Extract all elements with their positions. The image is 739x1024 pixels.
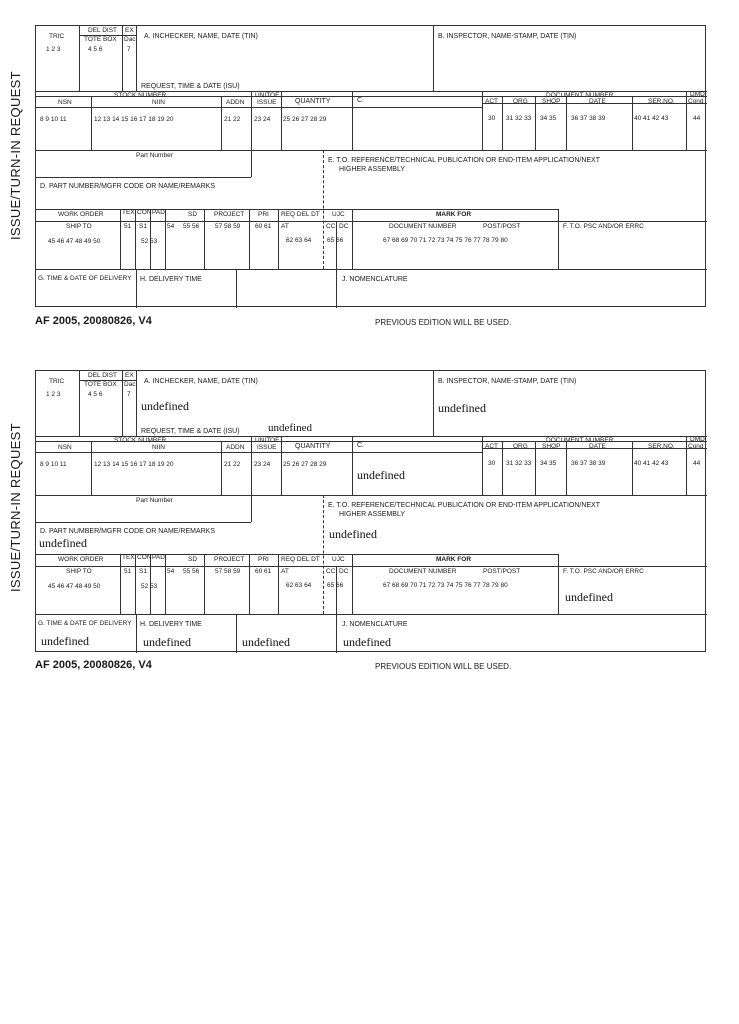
act-col: 30 <box>488 115 496 122</box>
nsn-label: NSN <box>58 99 72 106</box>
shop-label: SHOP <box>542 98 561 105</box>
nsn-label: NSN <box>58 444 72 451</box>
addn-cols: 21 22 <box>224 116 241 123</box>
ujc-label: UJC <box>332 556 345 563</box>
work-order-label: WORK ORDER <box>58 211 104 218</box>
at-label: AT <box>281 223 289 230</box>
shop-cols: 34 35 <box>540 460 557 467</box>
b-inspector-label: B. INSPECTOR, NAME-STAMP, DATE (TIN) <box>438 33 577 40</box>
ser-no-label: SER.NO. <box>648 443 675 450</box>
con-nums: 52 53 <box>141 238 158 245</box>
quantity-label: QUANTITY <box>295 98 331 105</box>
edition-note: PREVIOUS EDITION WILL BE USED. <box>375 318 512 327</box>
tex-col: 51 <box>124 223 132 230</box>
del-cols: 4 5 6 <box>88 46 103 53</box>
edition-note-2: PREVIOUS EDITION WILL BE USED. <box>375 662 512 671</box>
c-label: C. <box>357 442 364 449</box>
niin-cols: 12 13 14 15 16 17 18 19 20 <box>94 461 174 468</box>
part-number-label: Part Number <box>136 152 173 159</box>
ship-to-label: SHIP TO <box>66 568 92 575</box>
ujc-cols: 65 66 <box>327 237 344 244</box>
j-nomenclature-field[interactable]: undefined <box>343 635 391 649</box>
con-nums: 52 53 <box>141 583 158 590</box>
b-inspector-field[interactable]: undefined <box>438 401 486 415</box>
issue-label: ISSUE <box>257 99 277 106</box>
e-to-ref-label: E. T.O. REFERENCE/TECHNICAL PUBLICATION OR END-ITEM APPLICATION/NEXT <box>328 502 601 509</box>
ujc-cols: 65 66 <box>327 582 344 589</box>
niin-cols: 12 13 14 15 16 17 18 19 20 <box>94 116 174 123</box>
unit-of-label: UNITOF <box>255 92 280 99</box>
reqdel-cols: 62 63 64 <box>286 582 312 589</box>
mark-for-label: MARK FOR <box>436 211 472 218</box>
sd-label: SD <box>188 211 198 218</box>
higher-assembly-label: HIGHER ASSEMBLY <box>339 166 406 173</box>
ex-col: 7 <box>127 391 131 398</box>
dc-label: DC <box>339 568 349 575</box>
qty-cols: 25 26 27 28 29 <box>283 461 327 468</box>
form-id: AF 2005, 20080826, V4 <box>35 315 152 327</box>
act-col: 30 <box>488 460 496 467</box>
sd-cols: 55 56 <box>183 223 200 230</box>
ship-to-label: SHIP TO <box>66 223 92 230</box>
tote-box-label: TOTE BOX <box>84 36 117 43</box>
a-inchecker-label: A. INCHECKER, NAME, DATE (TIN) <box>144 378 258 385</box>
pri-label: PRI <box>258 211 269 218</box>
ser-cols: 40 41 42 43 <box>634 115 669 122</box>
form-side-title-2: ISSUE/TURN-IN REQUEST <box>8 423 23 592</box>
h-delivery-label: H. DELIVERY TIME <box>140 276 202 283</box>
tric-label: TRIC <box>49 33 65 40</box>
mark-for-label: MARK FOR <box>436 556 472 563</box>
org-label: ORG <box>513 98 528 105</box>
higher-assembly-label: HIGHER ASSEMBLY <box>339 511 406 518</box>
issue-turn-in-form-filled <box>35 370 706 652</box>
org-cols: 31 32 33 <box>506 115 532 122</box>
quantity-label: QUANTITY <box>295 443 331 450</box>
h-delivery-field-2[interactable]: undefined <box>242 635 290 649</box>
shop-label: SHOP <box>542 443 561 450</box>
cc-label: CC <box>326 223 336 230</box>
addn-cols: 21 22 <box>224 461 241 468</box>
con-col: S1 <box>139 223 147 230</box>
pri-label: PRI <box>258 556 269 563</box>
tex-label: TEX <box>122 209 135 216</box>
project-cols: 57 58 59 <box>215 223 241 230</box>
ship-cols: 45 46 47 48 49 50 <box>48 238 101 245</box>
doc-cols: 67 68 69 70 71 72 73 74 75 76 77 78 79 80 <box>383 237 508 244</box>
nsn-cols: 8 9 10 11 <box>40 116 67 123</box>
date-cols: 36 37 38 39 <box>571 460 606 467</box>
ujc-label: UJC <box>332 211 345 218</box>
date-label: DATE <box>589 443 606 450</box>
unit-of-label: UNITOF <box>255 437 280 444</box>
dac-label: Dac <box>124 36 136 43</box>
issue-label: ISSUE <box>257 444 277 451</box>
del-dist-label: DEL DIST <box>88 372 118 379</box>
date-cols: 36 37 38 39 <box>571 115 606 122</box>
unit-cols: 23 24 <box>254 461 271 468</box>
project-cols: 57 58 59 <box>215 568 241 575</box>
e-reference-field[interactable]: undefined <box>329 527 377 541</box>
g-time-field[interactable]: undefined <box>41 634 89 648</box>
cc-label: CC <box>326 568 336 575</box>
d-part-number-label: D. PART NUMBER/MGFR CODE OR NAME/REMARKS <box>40 183 216 190</box>
addn-label: ADDN <box>226 444 245 451</box>
part-number-label: Part Number <box>136 497 173 504</box>
reqdel-cols: 62 63 64 <box>286 237 312 244</box>
h-delivery-field[interactable]: undefined <box>143 635 191 649</box>
sd-cols: 55 56 <box>183 568 200 575</box>
dmd-label: DMD <box>690 436 705 443</box>
dc-label: DC <box>339 223 349 230</box>
j-nomenclature-label: J. NOMENCLATURE <box>342 276 408 283</box>
project-label: PROJECT <box>214 556 245 563</box>
date-label: DATE <box>589 98 606 105</box>
c-field[interactable]: undefined <box>357 468 405 482</box>
c-label: C. <box>357 97 364 104</box>
req-del-dt-label: REQ DEL DT <box>281 556 320 563</box>
act-label: ACT <box>485 98 498 105</box>
work-order-label: WORK ORDER <box>58 556 104 563</box>
niin-label: NIIN <box>152 99 165 106</box>
stock-number-label: STOCK NUMBER <box>114 92 167 99</box>
request-time-label: REQUEST, TIME & DATE (ISU) <box>141 83 240 90</box>
doc-number-label: DOCUMENT NUMBER <box>389 223 457 230</box>
niin-label: NIIN <box>152 444 165 451</box>
cond-col: 44 <box>693 460 701 467</box>
dmd-label: DMD <box>690 91 705 98</box>
tric-label: TRIC <box>49 378 65 385</box>
request-time-label: REQUEST, TIME & DATE (ISU) <box>141 428 240 435</box>
org-label: ORG <box>513 443 528 450</box>
f-to-psc-label: F. T.O. PSC AND/OR ERRC <box>563 568 644 575</box>
act-label: ACT <box>485 443 498 450</box>
request-time-field[interactable]: undefined <box>268 422 312 434</box>
nsn-cols: 8 9 10 11 <box>40 461 67 468</box>
form-side-title: ISSUE/TURN-IN REQUEST <box>8 71 23 240</box>
h-delivery-label: H. DELIVERY TIME <box>140 621 202 628</box>
ex-label: EX <box>125 372 134 379</box>
form-id-2: AF 2005, 20080826, V4 <box>35 659 152 671</box>
addn-label: ADDN <box>226 99 245 106</box>
d-part-number-field[interactable]: undefined <box>39 536 87 550</box>
a-inchecker-label: A. INCHECKER, NAME, DATE (TIN) <box>144 33 258 40</box>
shop-cols: 34 35 <box>540 115 557 122</box>
pad-col: 54 <box>167 568 175 575</box>
con-label: CON <box>137 554 152 561</box>
at-label: AT <box>281 568 289 575</box>
cond-label: Cond <box>688 98 704 105</box>
tex-label: TEX <box>122 554 135 561</box>
tex-col: 51 <box>124 568 132 575</box>
j-nomenclature-label: J. NOMENCLATURE <box>342 621 408 628</box>
cond-col: 44 <box>693 115 701 122</box>
con-col: S1 <box>139 568 147 575</box>
tric-cols: 1 2 3 <box>46 391 61 398</box>
f-to-psc-label: F. T.O. PSC AND/OR ERRC <box>563 223 644 230</box>
doc-number-label: DOCUMENT NUMBER <box>389 568 457 575</box>
pri-cols: 60 61 <box>255 568 272 575</box>
ship-cols: 45 46 47 48 49 50 <box>48 583 101 590</box>
project-label: PROJECT <box>214 211 245 218</box>
g-time-label: G. TIME & DATE OF DELIVERY <box>38 275 132 282</box>
f-to-psc-field[interactable]: undefined <box>565 590 613 604</box>
sd-label: SD <box>188 556 198 563</box>
b-inspector-label: B. INSPECTOR, NAME-STAMP, DATE (TIN) <box>438 378 577 385</box>
tote-box-label: TOTE BOX <box>84 381 117 388</box>
req-del-dt-label: REQ DEL DT <box>281 211 320 218</box>
post-post-label: POST/POST <box>483 223 521 230</box>
unit-cols: 23 24 <box>254 116 271 123</box>
pad-col: 54 <box>167 223 175 230</box>
post-post-label: POST/POST <box>483 568 521 575</box>
pad-label: PAD <box>152 554 165 561</box>
d-part-number-label: D. PART NUMBER/MGFR CODE OR NAME/REMARKS <box>40 528 216 535</box>
del-cols: 4 5 6 <box>88 391 103 398</box>
cond-label: Cond <box>688 443 704 450</box>
qty-cols: 25 26 27 28 29 <box>283 116 327 123</box>
ex-col: 7 <box>127 46 131 53</box>
pad-label: PAD <box>152 209 165 216</box>
ex-label: EX <box>125 27 134 34</box>
issue-turn-in-form-blank <box>35 25 706 307</box>
doc-cols: 67 68 69 70 71 72 73 74 75 76 77 78 79 80 <box>383 582 508 589</box>
del-dist-label: DEL DIST <box>88 27 118 34</box>
org-cols: 31 32 33 <box>506 460 532 467</box>
ser-no-label: SER.NO. <box>648 98 675 105</box>
pri-cols: 60 61 <box>255 223 272 230</box>
con-label: CON <box>137 209 152 216</box>
tric-cols: 1 2 3 <box>46 46 61 53</box>
ser-cols: 40 41 42 43 <box>634 460 669 467</box>
document-number-label: DOCUMENT NUMBER <box>546 437 614 444</box>
stock-number-label: STOCK NUMBER <box>114 437 167 444</box>
g-time-label: G. TIME & DATE OF DELIVERY <box>38 620 132 627</box>
a-inchecker-field[interactable]: undefined <box>141 399 189 413</box>
document-number-label: DOCUMENT NUMBER <box>546 92 614 99</box>
dac-label: Dac <box>124 381 136 388</box>
e-to-ref-label: E. T.O. REFERENCE/TECHNICAL PUBLICATION OR END-ITEM APPLICATION/NEXT <box>328 157 601 164</box>
